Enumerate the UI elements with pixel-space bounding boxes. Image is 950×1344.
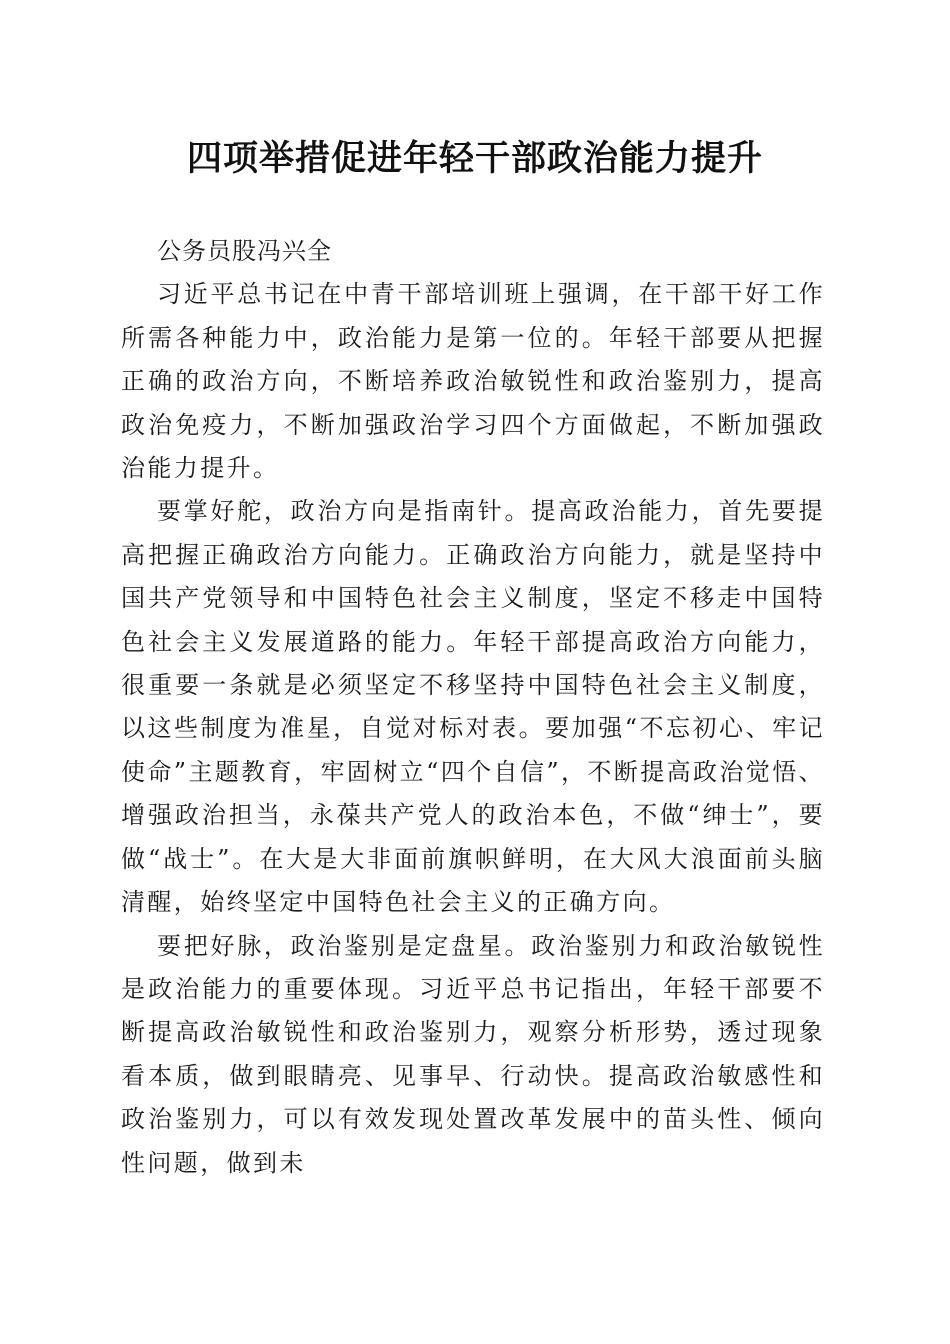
paragraph-1: 习近平总书记在中青干部培训班上强调，在干部干好工作所需各种能力中，政治能力是第一位的。年轻干部要从把握正确的政治方向，不断培养政治敏锐性和政治鉴别力，提高政治免疫力，不断加强政治学习四个方面做起，不断加强政治能力提升。 — [121, 280, 825, 483]
document-title: 四项举措促进年轻干部政治能力提升 — [186, 138, 763, 179]
paragraph-2: 要掌好舵，政治方向是指南针。提高政治能力，首先要提高把握正确政治方向能力。正确政治方向能力，就是坚持中国共产党领导和中国特色社会主义制度，坚定不移走中国特色社会主义发展道路的能力。年轻干部提高政治方向能力，很重要一条就是必须坚定不移坚持中国特色社会主义制度，以这些制度为准星，自觉对标对表。要加强“不忘初心、牢记使命”主题教育，牢固树立“四个自信”，不断提高政治觉悟、增强政治担当，永葆共产党人的政治本色，不做“绅士”，要做“战士”。在大是大非面前旗帜鲜明，在大风大浪面前头脑清醒，始终坚定中国特色社会主义的正确方向。 — [121, 497, 826, 917]
paragraph-3: 要把好脉，政治鉴别是定盘星。政治鉴别力和政治敏锐性是政治能力的重要体现。习近平总书记指出，年轻干部要不断提高政治敏锐性和政治鉴别力，观察分析形势，透过现象看本质，做到眼睛亮、见事早、行动快。提高政治敏感性和政治鉴别力，可以有效发现处置改革发展中的苗头性、倾向性问题，做到未 — [121, 931, 825, 1177]
document-body — [121, 230, 825, 1185]
author-line: 公务员股冯兴全 — [157, 237, 332, 265]
